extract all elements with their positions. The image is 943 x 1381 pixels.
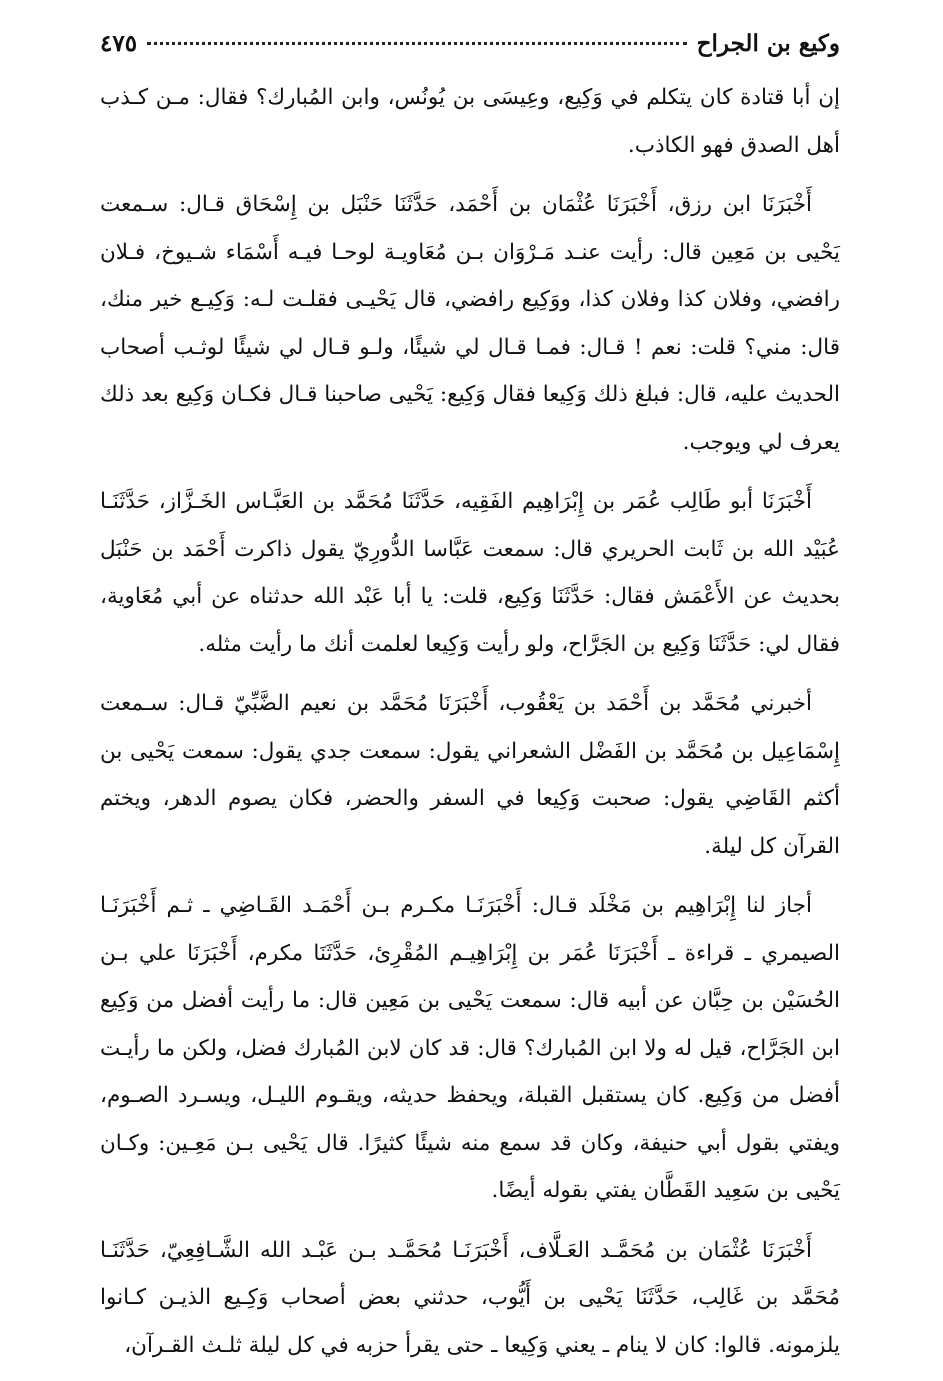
paragraph: أَخْبَرَنَا ابن رزق، أَخْبَرَنَا عُثْمَان بن أَحْمَد، حَدَّثَنَا حَنْبَل بن إِسْحَاق قـال: سـمعت يَحْيى بن مَعِين قال: رأيت عنـد مَـرْوَان بـن مُعَاويـة لوحـا فيـه أَسْمَاء شـيوخ، فـلان رافضي، وفلان كذا وفلان كذا، ووَكِيع رافضي، قال يَحْيـى فقلـت لـه: وَكِيـع خير منك، قال: مني؟ قلت: نعم ! قـال: فمـا قـال لي شيئًا، ولـو قـال لي شيئًا لوثـب أصحاب الحديث عليه، قال: فبلغ ذلك وَكِيعا فقال وَكِيع: يَحْيى صاحبنا قـال فكـان وَكِيع بعد ذلك يعرف لي ويوجب. bbox=[100, 192, 840, 455]
running-header bbox=[100, 30, 840, 74]
paragraph: أخبرني مُحَمَّد بن أَحْمَد بن يَعْقُوب، أَخْبَرَنَا مُحَمَّد بن نعيم الضَّبِّيّ قـال: سـمعت إِسْمَاعِيل بن مُحَمَّد بن الفَضْل الشعراني يقول: سمعت جدي يقول: سمعت يَحْيى بن أكثم القَاضِي يقول: صحبت وَكِيعا في السفر والحضر، فكان يصوم الدهر، ويختم القرآن كل ليلة. bbox=[100, 691, 840, 859]
page-number: ٤٧٥ bbox=[100, 30, 138, 57]
paragraph: أجاز لنا إِبْرَاهِيم بن مَخْلَد قـال: أَخْبَرَنَـا مكـرم بـن أَحْمَـد القَـاضِي ـ ثـم أَخْبَرَنَـا الصيمري ـ قراءة ـ أَخْبَرَنَا عُمَر بن إِبْرَاهِيـم المُقْرِئ، حَدَّثَنَا مكرم، أَخْبَرَنَا علي بـن الحُسَيْن بن حِبَّان عن أبيه قال: سمعت يَحْيى بن مَعِين قال: ما رأيت أفضل من وَكِيع ابن الجَرَّاح، قيل له ولا ابن المُبارك؟ قال: قد كان لابن المُبارك فضل، ولكن ما رأيـت أفضل من وَكِيع. كان يستقبل القبلة، ويحفظ حديثه، ويقـوم الليـل، ويسـرد الصـوم، ويفتي بقول أبي حنيفة، وكان قد سمع منه شيئًا كثيرًا. قال يَحْيى بـن مَعِـين: وكـان يَحْيى بن سَعِيد القَطَّان يفتي بقوله أيضًا. bbox=[100, 893, 840, 1203]
paragraph-continuation: إن أبا قتادة كان يتكلم في وَكِيع، وعِيسَى بن يُونُس، وابن المُبارك؟ فقال: مـن كـذب أهل الصدق فهو الكاذب. bbox=[100, 85, 840, 158]
paragraph: أَخْبَرَنَا عُثْمَان بن مُحَمَّـد العَـلَّاف، أَخْبَرَنَـا مُحَمَّـد بـن عَبْـد الله الشَّـافِعِيّ، حَدَّثَنَـا مُحَمَّد بن غَالِب، حَدَّثَنَا يَحْيى بن أَيُّوب، حدثني بعض أصحاب وَكِـيع الذيـن كـانوا يلزمونه. قالوا: كان لا ينام ـ يعني وَكِيعا ـ حتى يقرأ حزبه في كل ليلة ثلـث القـرآن، bbox=[100, 1237, 840, 1358]
running-header-title: وكيع بن الجراح bbox=[696, 30, 840, 57]
header-dot-leader bbox=[147, 42, 687, 45]
paragraph: أَخْبَرَنَا أبو طَالِب عُمَر بن إِبْرَاهِيم الفَقِيه، حَدَّثَنَا مُحَمَّد بن العَبَّـاس الخَـزَّاز، حَدَّثَنَـا عُبَيْد الله بن ثَابت الحريري قال: سمعت عَبَّاسا الدُّورِيّ يقول ذاكرت أَحْمَد بن حَنْبَل بحديث عن الأَعْمَش فقال: حَدَّثَنَا وَكِيع، قلت: يا أبا عَبْد الله حدثناه عن أبي مُعَاوية، فقال لي: حَدَّثَنَا وَكِيع بن الجَرَّاح، ولو رأيت وَكِيعا لعلمت أنك ما رأيت مثله. bbox=[100, 489, 840, 657]
document-page bbox=[100, 30, 840, 1381]
